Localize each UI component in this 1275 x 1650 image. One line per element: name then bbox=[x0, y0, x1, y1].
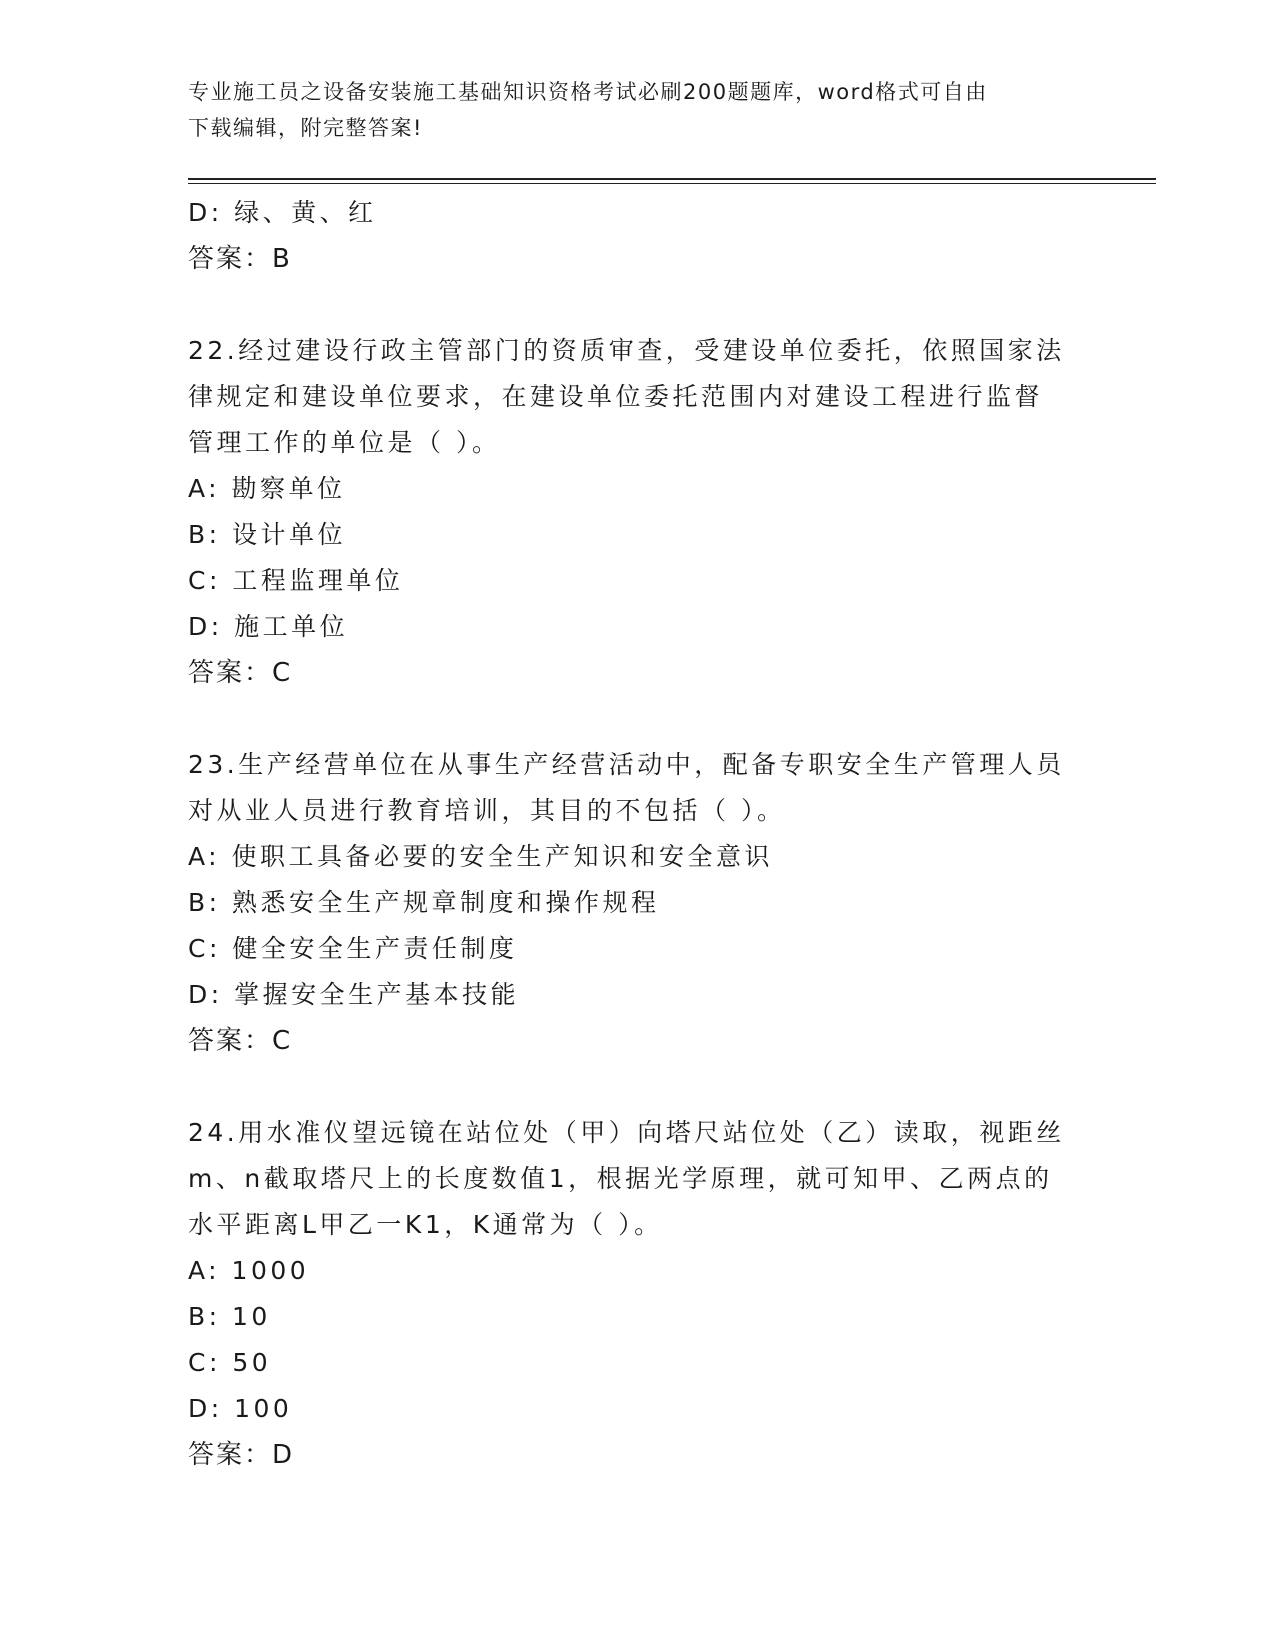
question-stem-line: 律规定和建设单位要求，在建设单位委托范围内对建设工程进行监督 bbox=[188, 382, 1044, 411]
question-stem-line: 24.用水准仪望远镜在站位处（甲）向塔尺站位处（乙）读取，视距丝 bbox=[188, 1118, 1065, 1147]
option-d: D: 施工单位 bbox=[188, 612, 349, 641]
header-line-2: 下载编辑，附完整答案! bbox=[188, 116, 423, 140]
document-header bbox=[188, 74, 1088, 146]
option-b: B: 10 bbox=[188, 1302, 271, 1331]
header-divider-thick bbox=[188, 178, 1156, 180]
option-a: A: 1000 bbox=[188, 1256, 310, 1285]
question-23 bbox=[188, 742, 1108, 1064]
answer: 答案：D bbox=[188, 1440, 295, 1470]
question-22 bbox=[188, 328, 1108, 696]
option-a: A: 勘察单位 bbox=[188, 474, 346, 503]
question-stem-line: m、n截取塔尺上的长度数值1，根据光学原理，就可知甲、乙两点的 bbox=[188, 1164, 1053, 1193]
spacer bbox=[188, 282, 1108, 328]
spacer bbox=[188, 1064, 1108, 1110]
answer: 答案：C bbox=[188, 658, 293, 688]
answer: 答案：C bbox=[188, 1026, 293, 1056]
question-stem-line: 23.生产经营单位在从事生产经营活动中，配备专职安全生产管理人员 bbox=[188, 750, 1065, 779]
spacer bbox=[188, 696, 1108, 742]
header-line-1: 专业施工员之设备安装施工基础知识资格考试必刷200题题库，word格式可自由 bbox=[188, 80, 988, 104]
carryover-option-d: D: 绿、黄、红 bbox=[188, 198, 377, 227]
question-stem-line: 管理工作的单位是（ ）。 bbox=[188, 428, 501, 457]
header-divider-thin bbox=[188, 183, 1156, 184]
question-stem-line: 水平距离L甲乙一K1，K通常为（ ）。 bbox=[188, 1210, 663, 1239]
option-d: D: 掌握安全生产基本技能 bbox=[188, 980, 520, 1009]
option-c: C: 工程监理单位 bbox=[188, 566, 404, 595]
option-b: B: 熟悉安全生产规章制度和操作规程 bbox=[188, 888, 660, 917]
question-content bbox=[188, 190, 1108, 1478]
option-d: D: 100 bbox=[188, 1394, 293, 1423]
question-24 bbox=[188, 1110, 1108, 1478]
option-b: B: 设计单位 bbox=[188, 520, 347, 549]
option-a: A: 使职工具备必要的安全生产知识和安全意识 bbox=[188, 842, 774, 871]
question-stem-line: 对从业人员进行教育培训，其目的不包括（ ）。 bbox=[188, 796, 786, 825]
option-c: C: 50 bbox=[188, 1348, 272, 1377]
carryover-answer: 答案：B bbox=[188, 244, 292, 274]
option-c: C: 健全安全生产责任制度 bbox=[188, 934, 518, 963]
question-stem-line: 22.经过建设行政主管部门的资质审查，受建设单位委托，依照国家法 bbox=[188, 336, 1065, 365]
